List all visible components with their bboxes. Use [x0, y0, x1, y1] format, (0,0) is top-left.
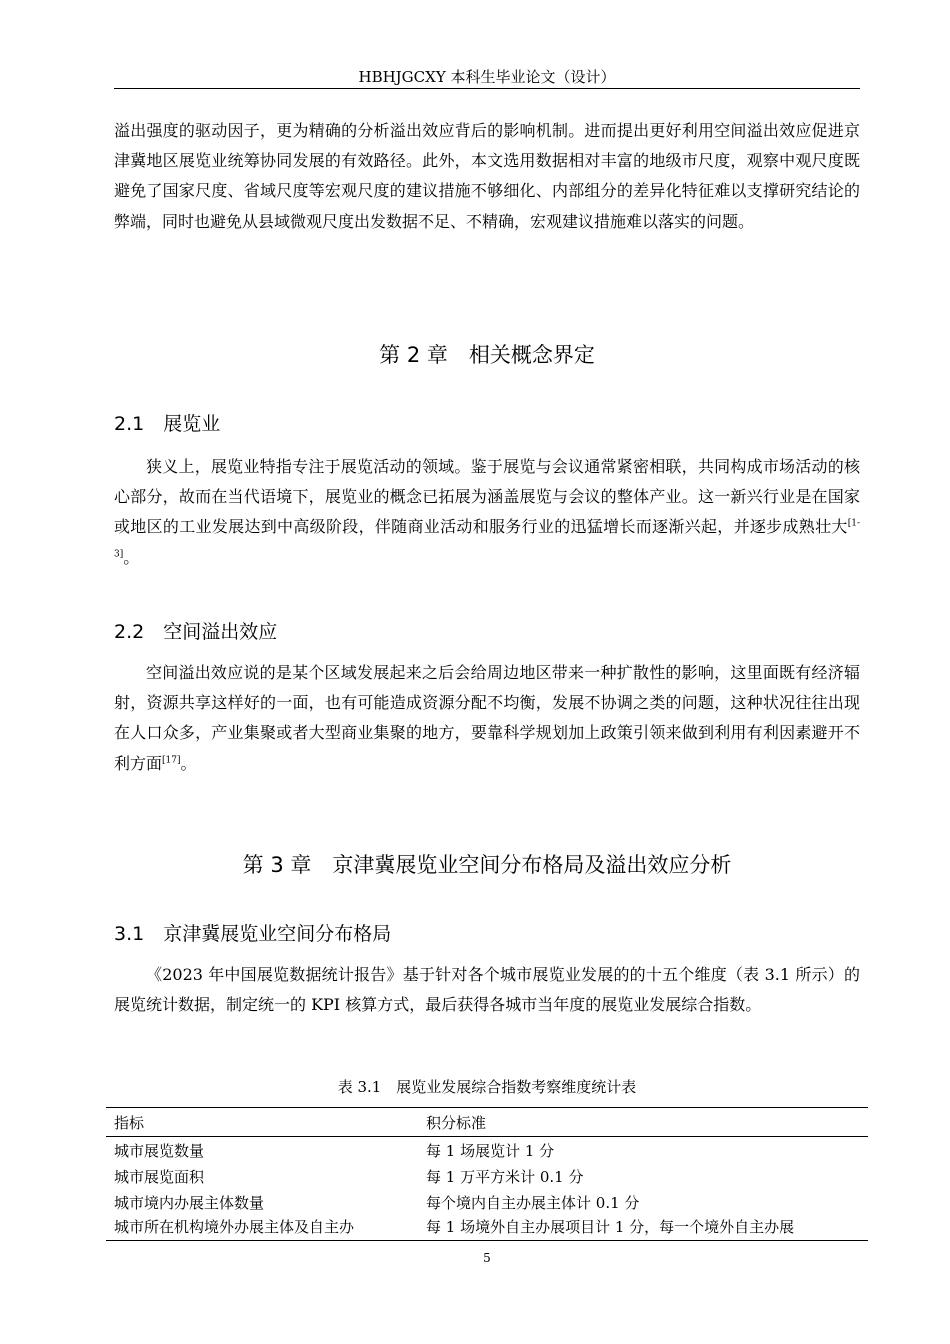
table-row [106, 1214, 868, 1240]
table-cell: 每个境内自主办展主体计 0.1 分 [426, 1194, 640, 1212]
table-header-rule [106, 1136, 868, 1137]
citation: [1-3] [114, 519, 860, 560]
table-cell: 每 1 场展览计 1 分 [426, 1142, 555, 1160]
table-row [106, 1164, 868, 1190]
section-2-1-title: 2.1 展览业 [114, 413, 221, 435]
table-cell: 城市所在机构境外办展主体及自主办 [114, 1218, 355, 1236]
table-cell: 每 1 场境外自主办展项目计 1 分，每一个境外自主办展 [426, 1218, 795, 1236]
table-cell: 每 1 万平方米计 0.1 分 [426, 1168, 584, 1186]
table-cell: 城市展览数量 [114, 1142, 205, 1160]
table-row [106, 1138, 868, 1164]
running-header: HBHJGCXY 本科生毕业论文（设计） [358, 68, 616, 86]
section-3-1-title: 3.1 京津冀展览业空间分布格局 [114, 923, 392, 945]
intro-paragraph: 溢出强度的驱动因子，更为精确的分析溢出效应背后的影响机制。进而提出更好利用空间溢出效应促进京津冀地区展览业统筹协同发展的有效路径。此外，本文选用数据相对丰富的地级市尺度，观察中观尺度既避免了国家尺度、省域尺度等宏观尺度的建议措施不够细化、内部组分的差异化特征难以支撑研究结论的弊端，同时也避免从县域微观尺度出发数据不足、不精确，宏观建议措施难以落实的问题。 [114, 121, 860, 231]
citation: [17] [162, 755, 181, 766]
chapter-2-title: 第 2 章 相关概念界定 [379, 343, 595, 367]
table-row [106, 1190, 868, 1216]
header-rule [114, 88, 860, 89]
page-number: 5 [483, 1251, 491, 1265]
section-2-2-title: 2.2 空间溢出效应 [114, 621, 278, 643]
section-3-1-paragraph: 《2023 年中国展览数据统计报告》基于针对各个城市展览业发展的的十五个维度（表 3.1 所示）的展览统计数据，制定统一的 KPI 核算方式，最后获得各城市当年度的展览业发展综合指数。 [114, 965, 860, 1015]
table-cell: 城市境内办展主体数量 [114, 1194, 265, 1212]
table-header-row [106, 1110, 868, 1136]
section-2-2-text: 空间溢出效应说的是某个区域发展起来之后会给周边地区带来一种扩散性的影响，这里面既有经济辐射，资源共享这样好的一面，也有可能造成资源分配不均衡，发展不协调之类的问题，这种状况往往出现在人口众多，产业集聚或者大型商业集聚的地方，要靠科学规划加上政策引领来做到利用有利因素避开不利方面 [114, 663, 860, 773]
table-top-rule [106, 1107, 868, 1108]
table-caption: 表 3.1 展览业发展综合指数考察维度统计表 [337, 1078, 637, 1096]
table-header-cell: 积分标准 [426, 1114, 487, 1132]
section-2-2-end: 。 [180, 753, 197, 773]
chapter-3-title: 第 3 章 京津冀展览业空间分布格局及溢出效应分析 [242, 853, 732, 877]
section-2-1-paragraph [114, 452, 860, 573]
table-header-cell: 指标 [114, 1114, 145, 1132]
section-2-1-text: 狭义上，展览业特指专注于展览活动的领域。鉴于展览与会议通常紧密相联，共同构成市场活动的核心部分，故而在当代语境下，展览业的概念已拓展为涵盖展览与会议的整体产业。这一新兴行业是在国家或地区的工业发展达到中高级阶段，伴随商业活动和服务行业的迅猛增长而逐渐兴起，并逐步成熟壮大 [114, 457, 860, 537]
table-bottom-rule [106, 1240, 868, 1241]
section-2-2-paragraph [114, 658, 860, 779]
table-cell: 城市展览面积 [114, 1168, 205, 1186]
section-2-1-end: 。 [123, 547, 140, 567]
